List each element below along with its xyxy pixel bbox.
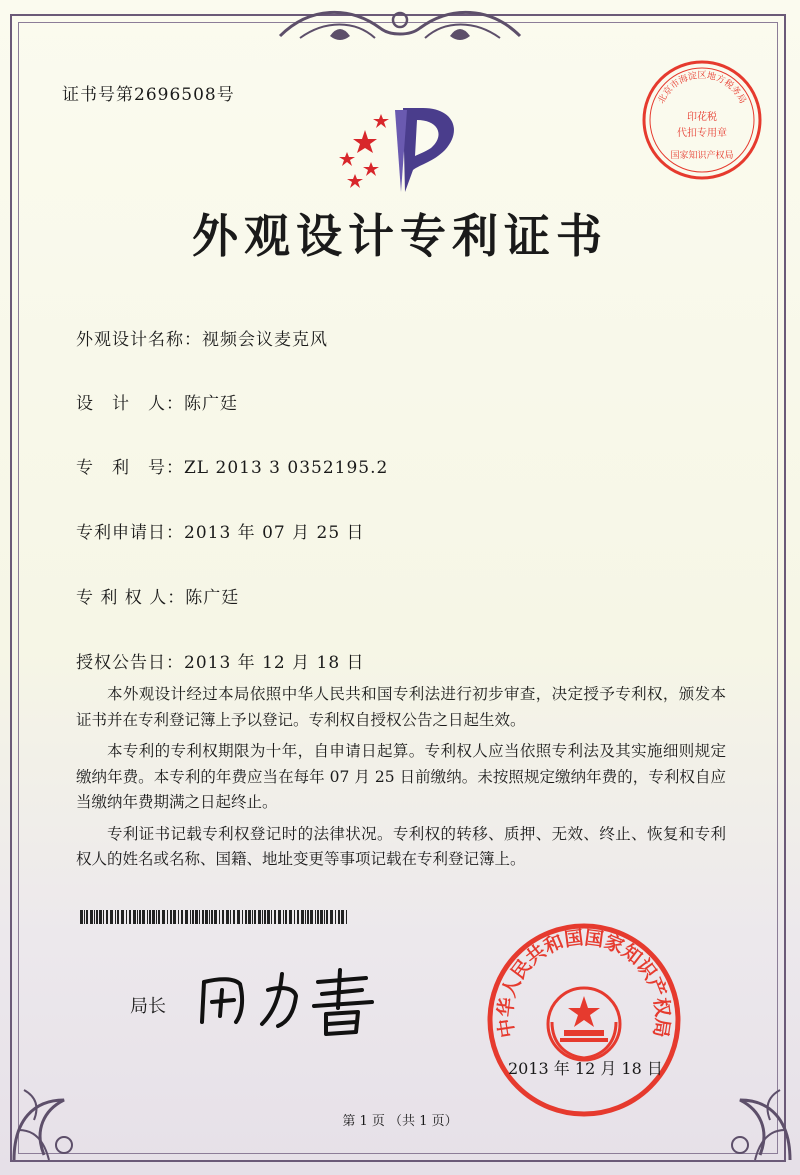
page-number: 第 1 页 （共 1 页） (342, 1114, 458, 1129)
tax-stamp-bottom-text: 国家知识产权局 (670, 151, 734, 161)
field-value: 2013 年 07 月 25 日 (184, 523, 365, 543)
field-value: 视频会议麦克风 (202, 330, 328, 350)
tax-stamp-seal (640, 58, 764, 182)
top-scroll-ornament (270, 6, 530, 50)
body-paragraph-2: 本专利的专利权期限为十年，自申请日起算。专利权人应当依照专利法及其实施细则规定缴纳年费。本专利的年费应当在每年 07 月 25 日前缴纳。未按照规定缴纳年费的，专利权自应当缴纳年费期满之日起终止。 (76, 742, 726, 811)
field-label: 专 利 号： (76, 458, 184, 478)
field-value: 2013 年 12 月 18 日 (184, 653, 365, 673)
sipo-logo-icon (325, 100, 465, 200)
field-value: 陈广廷 (185, 588, 240, 608)
tax-stamp-ring-text: 北京市海淀区地方税务局 (656, 71, 748, 106)
field-application-date (76, 518, 365, 543)
official-seal (486, 922, 682, 1118)
field-grant-date (76, 648, 365, 673)
seal-date: 2013 年 12 月 18 日 (508, 1059, 663, 1078)
field-label: 专利申请日： (76, 523, 184, 543)
tax-stamp-line-1: 印花税 (687, 112, 717, 123)
national-emblem-icon (548, 988, 620, 1060)
field-patent-number (76, 453, 388, 478)
field-value: ZL 2013 3 0352195.2 (184, 458, 389, 478)
field-patentee (76, 583, 239, 608)
tax-stamp-line-2: 代扣专用章 (677, 128, 727, 139)
director-label: 局长 (130, 996, 166, 1017)
body-paragraph-3: 专利证书记载专利权登记时的法律状况。专利权的转移、质押、无效、终止、恢复和专利权人的姓名或名称、国籍、地址变更等事项记载在专利登记簿上。 (76, 824, 726, 868)
field-label: 外观设计名称： (76, 330, 202, 350)
field-designer (76, 389, 238, 414)
svg-text:中华人民共和国国家知识产权局 (494, 927, 675, 1039)
seal-ring-text: 中华人民共和国国家知识产权局 (494, 926, 674, 1039)
certificate-body (76, 682, 726, 873)
field-label: 专 利 权 人： (76, 588, 186, 608)
document-title: 外观设计专利证书 (192, 209, 608, 263)
field-design-name (76, 325, 328, 350)
barcode (80, 910, 350, 924)
field-label: 设 计 人： (76, 394, 184, 414)
certificate-number: 证书号第2696508号 (62, 85, 235, 105)
field-value: 陈广廷 (184, 394, 238, 414)
field-label: 授权公告日： (76, 653, 184, 673)
body-paragraph-1: 本外观设计经过本局依照中华人民共和国专利法进行初步审查，决定授予专利权，颁发本证书并在专利登记簿上予以登记。专利权自授权公告之日起生效。 (76, 685, 726, 729)
svg-text:北京市海淀区地方税务局 (655, 69, 748, 105)
director-signature (190, 960, 390, 1040)
